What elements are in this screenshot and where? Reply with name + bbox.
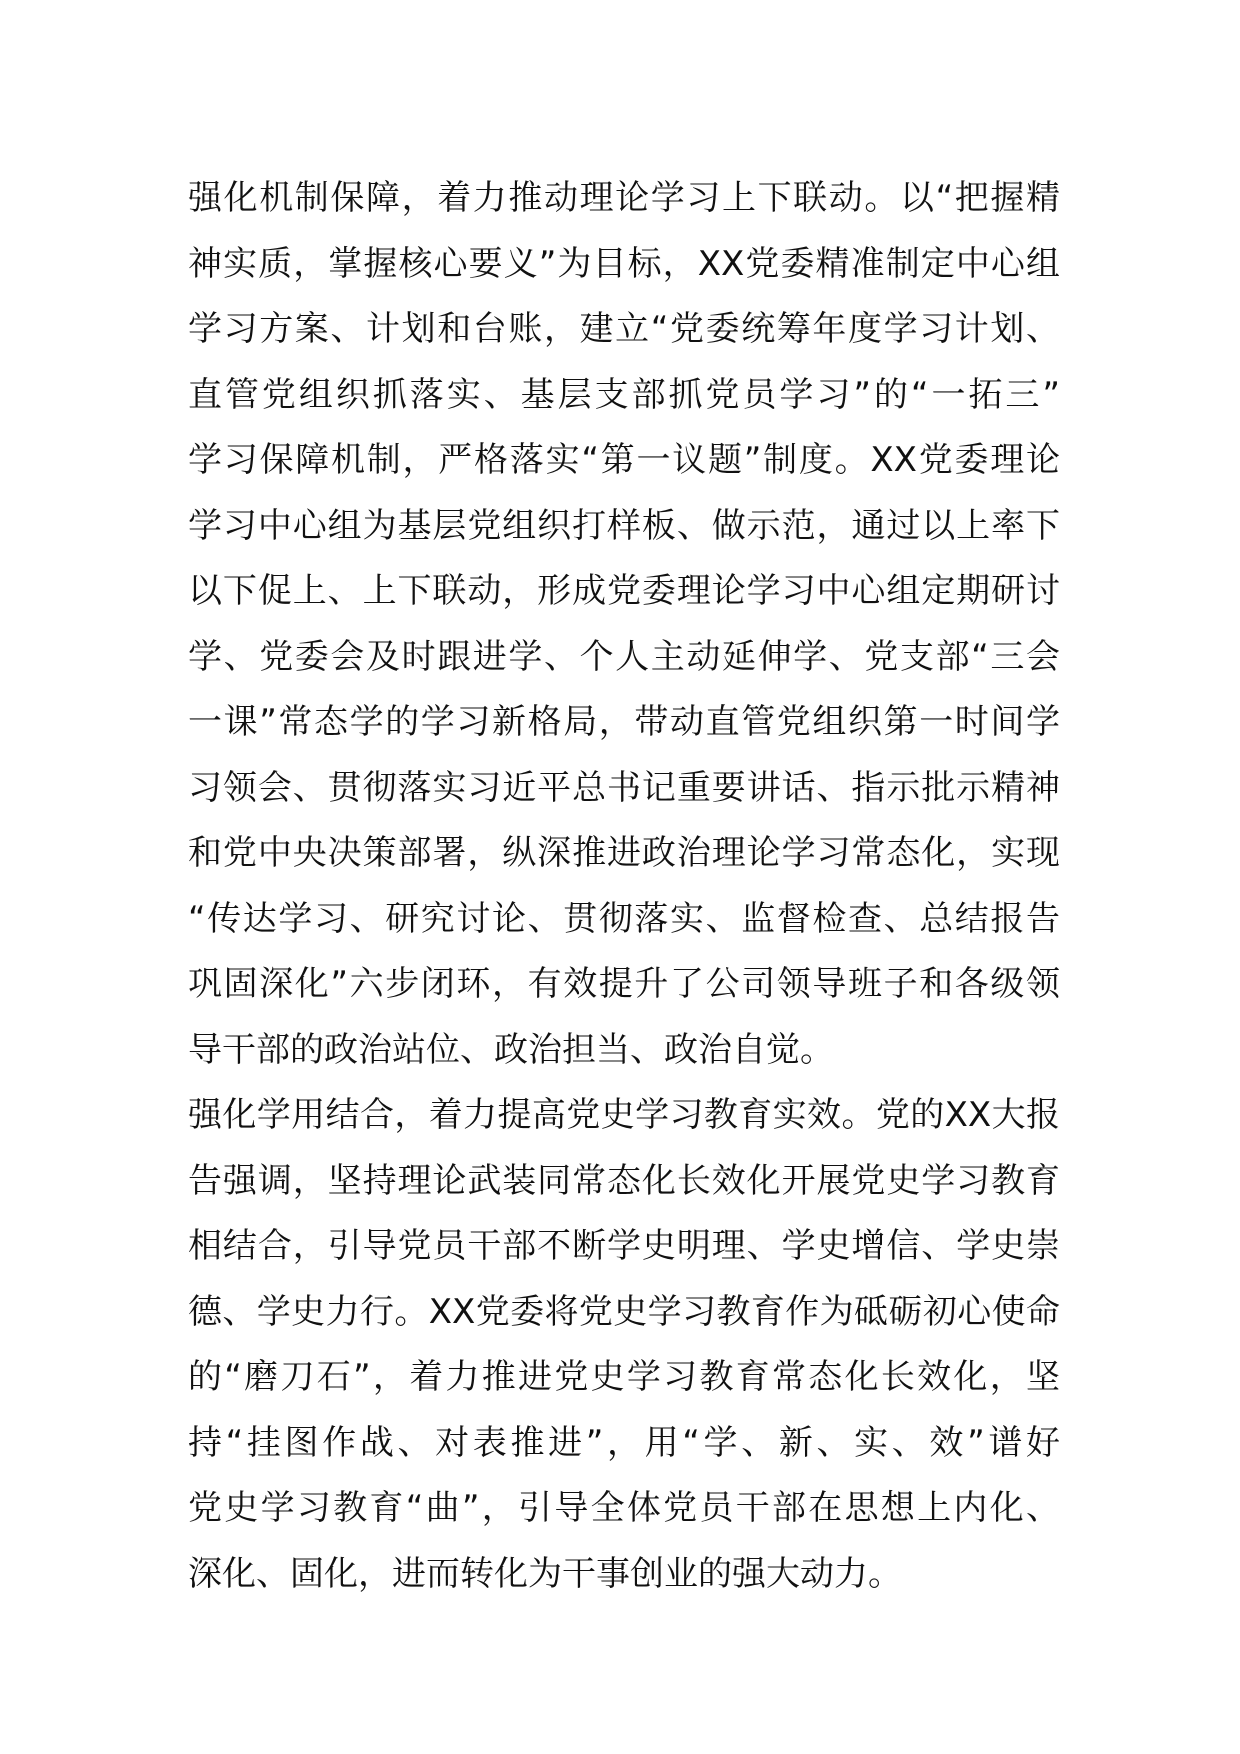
paragraph-line: 的“磨刀石”，着力推进党史学习教育常态化长效化，坚 [188,1357,1060,1397]
paragraph-line: 强化机制保障，着力推动理论学习上下联动。以“把握精 [188,178,1060,218]
paragraph-line: 学习保障机制，严格落实“第一议题”制度。XX党委理论 [188,440,1060,480]
body-text [188,166,1060,1607]
paragraph-line: 导干部的政治站位、政治担当、政治自觉。 [188,1029,834,1070]
paragraph-line: “传达学习、研究讨论、贯彻落实、监督检查、总结报告 [188,898,1060,939]
paragraph-line: 和党中央决策部署，纵深推进政治理论学习常态化，实现 [188,833,1060,873]
paragraph-line: 持“挂图作战、对表推进”，用“学、新、实、效”谱好 [188,1422,1060,1463]
paragraph-line: 学习中心组为基层党组织打样板、做示范，通过以上率下 [188,505,1060,546]
paragraph-line: 学习方案、计划和台账，建立“党委统筹年度学习计划、 [188,309,1060,349]
paragraph-line: 习领会、贯彻落实习近平总书记重要讲话、指示批示精神 [188,767,1060,808]
paragraph-line: 党史学习教育“曲”，引导全体党员干部在思想上内化、 [188,1488,1060,1528]
paragraph-line: 以下促上、上下联动，形成党委理论学习中心组定期研讨 [188,571,1060,611]
paragraph-line: 学、党委会及时跟进学、个人主动延伸学、党支部“三会 [188,636,1060,677]
paragraph-mechanism [188,166,1060,1083]
paragraph-line: 强化学用结合，着力提高党史学习教育实效。党的XX大报 [188,1095,1060,1135]
paragraph-party-history [188,1083,1060,1607]
paragraph-line: 神实质，掌握核心要义”为目标，XX党委精准制定中心组 [188,243,1060,284]
paragraph-line: 深化、固化，进而转化为干事创业的强大动力。 [188,1553,902,1594]
paragraph-line: 相结合，引导党员干部不断学史明理、学史增信、学史崇 [188,1226,1060,1266]
paragraph-line: 告强调，坚持理论武装同常态化长效化开展党史学习教育 [188,1160,1060,1201]
paragraph-line: 德、学史力行。XX党委将党史学习教育作为砥砺初心使命 [188,1291,1060,1332]
paragraph-line: 巩固深化”六步闭环，有效提升了公司领导班子和各级领 [188,964,1060,1004]
paragraph-line: 直管党组织抓落实、基层支部抓党员学习”的“一拓三” [188,374,1060,415]
paragraph-line: 一课”常态学的学习新格局，带动直管党组织第一时间学 [188,702,1060,742]
